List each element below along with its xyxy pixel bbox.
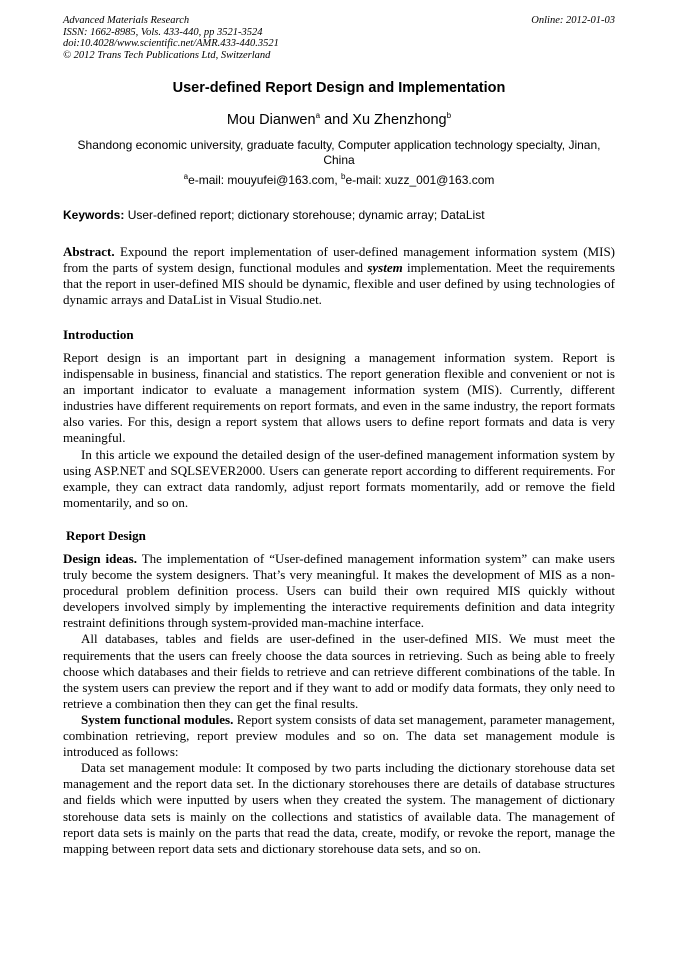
journal-header xyxy=(63,15,279,61)
email-marker: a xyxy=(183,172,189,181)
email-address: e-mail: xuzz_001@163.com xyxy=(345,173,495,187)
author-conjunction: and xyxy=(324,112,349,128)
abstract xyxy=(63,244,615,308)
author-affil-marker: a xyxy=(315,111,321,121)
introduction-body xyxy=(63,350,615,511)
email-marker: b xyxy=(341,172,346,181)
copyright-line: © 2012 Trans Tech Publications Ltd, Switzerland xyxy=(63,49,271,61)
paragraph: In this article we expound the detailed design of the user-defined management information system by using ASP.NET and SQLSEVER2000. Users can generate report according to different requirements. For example, they can extract data randomly, adjust report formats momentarily, add or remove the field momentarily, and so on. xyxy=(63,446,615,510)
keywords-text: User-defined report; dictionary storehouse; dynamic array; DataList xyxy=(127,208,485,222)
issn-line: ISSN: 1662-8985, Vols. 433-440, pp 3521-3524 xyxy=(63,26,263,38)
keywords xyxy=(63,207,615,223)
abstract-text: implementation. Meet the requirements that the report in user-defined MIS should be dynamic, flexible and user defined by using technologies of dynamic arrays and DataList in Visual Studio.net. xyxy=(63,260,615,308)
subsection-label: Design ideas. xyxy=(63,551,137,566)
online-date: Online: 2012-01-03 xyxy=(531,15,615,26)
report-design-body xyxy=(63,551,615,857)
section-heading: Introduction xyxy=(63,327,134,342)
paragraph xyxy=(63,712,615,760)
email-line xyxy=(0,173,678,187)
doi-line: doi:10.4028/www.scientific.net/AMR.433-440.3521 xyxy=(63,38,279,49)
paragraph: Data set management module: It composed by two parts including the dictionary storehouse data set management and the report data set. In the dictionary storehouses there are details of database structures and fields which were inputted by users when they created the system. The management of dictionary storehouse data sets is mainly on the collections and statistics of available data. The management of report data sets is mainly on the parts that read the data, create, modify, or revoke the report, manage the mapping between report data sets and dictionary storehouse data sets, and so on. xyxy=(63,760,615,856)
section-heading: Report Design xyxy=(66,528,146,543)
author-name: Mou Dianwen xyxy=(226,112,316,128)
abstract-emphasis: system xyxy=(367,260,403,276)
paper-title: User-defined Report Design and Implementation xyxy=(172,80,506,96)
author-name: Xu Zhenzhong xyxy=(352,112,447,128)
abstract-label: Abstract. xyxy=(63,244,115,259)
keywords-label: Keywords: xyxy=(63,208,125,222)
paragraph xyxy=(63,551,615,631)
author-line xyxy=(0,112,678,128)
abstract-text: Expound the report implementation of user-defined management information system (MIS) from the parts of system design, functional modules and xyxy=(63,244,616,276)
affiliation: Shandong economic university, graduate faculty, Computer application technology specialty, Jinan, China xyxy=(77,138,601,167)
paragraph-text: The implementation of “User-defined management information system” can make users truly become the system designers. That’s very meaningful. It makes the development of MIS as a non-procedural problem definition process. Users can build their own required MIS quickly without developers involved simply by implementing the interactive requirements definition and data integrity restraint definitions through system-provided man-machine interface. xyxy=(63,551,615,631)
subsection-label: System functional modules. xyxy=(81,711,234,727)
journal-name: Advanced Materials Research xyxy=(63,15,190,26)
paragraph: Report design is an important part in designing a management information system. Report is indispensable in business, financial and statistics. The report generation flexible and convenient or not is an important indicator to evaluate a management information system (MIS). Currently, different industries have different requirements on report formats, and even in the same industry, the report formats also varies. For this, design a report system that allows users to define report formats and data is very meaningful. xyxy=(63,350,615,446)
author-affil-marker: b xyxy=(446,111,452,121)
paragraph: All databases, tables and fields are user-defined in the user-defined MIS. We must meet the requirements that the users can freely choose the data sources in retrieving. Such as being able to freely choose which databases and their fields to retrieve and can retrieve different combinations of the table. In the system users can preview the report and if they want to add or modify data formats, they only need to retrieve a combination then they can get the final results. xyxy=(63,631,615,711)
email-address: e-mail: mouyufei@163.com, xyxy=(188,173,338,187)
paragraph-text: Report system consists of data set management, parameter management, combination retrieving, report preview modules and so on. The data set management module is introduced as follows: xyxy=(63,711,615,760)
